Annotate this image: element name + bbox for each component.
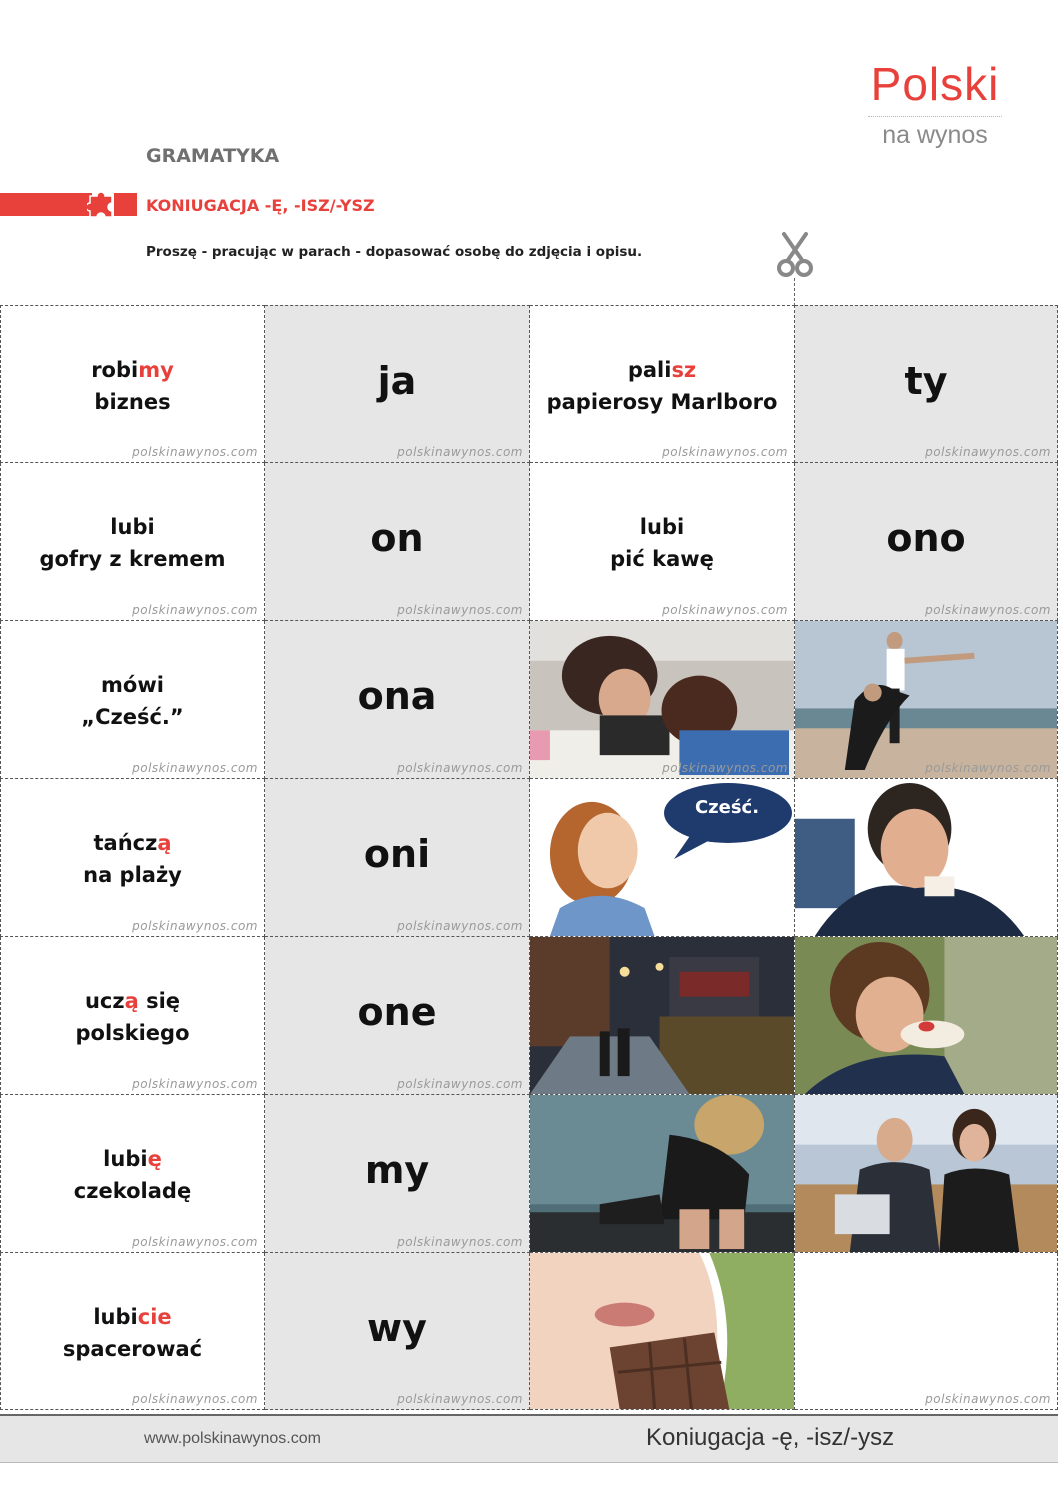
pronoun-card[interactable] (795, 463, 1058, 621)
description-card[interactable] (530, 305, 795, 463)
watermark: polskinawynos.com (662, 761, 788, 775)
card-text: lubi gofry z kremem (39, 515, 226, 571)
brand-logo (860, 58, 1010, 149)
photo-image (795, 779, 1057, 936)
scissors-icon (776, 230, 814, 278)
photo-image (530, 937, 794, 1094)
pronoun-text: on (370, 516, 424, 560)
card-text: mówi „Cześć.” (81, 673, 184, 729)
card-text: palisz papierosy Marlboro (546, 358, 778, 414)
watermark: polskinawynos.com (132, 445, 258, 459)
footer (0, 1414, 1058, 1463)
watermark: polskinawynos.com (132, 919, 258, 933)
pronoun-text: wy (367, 1306, 427, 1350)
card-text: lubi pić kawę (610, 515, 714, 571)
topic-title: KONIUGACJA -Ę, -ISZ/-YSZ (146, 196, 375, 215)
pronoun-card[interactable] (265, 937, 530, 1095)
photo-image (795, 1095, 1057, 1252)
pronoun-text: one (357, 990, 437, 1034)
woman-eating-chocolate-photo[interactable] (530, 1253, 795, 1410)
photo-image (530, 1095, 794, 1252)
watermark: polskinawynos.com (662, 445, 788, 459)
pronoun-card[interactable] (795, 305, 1058, 463)
watermark: polskinawynos.com (397, 919, 523, 933)
watermark: polskinawynos.com (132, 603, 258, 617)
pronoun-text: my (364, 1148, 430, 1192)
photo-image (530, 621, 794, 778)
pronoun-text: ona (357, 674, 437, 718)
footer-title: Koniugacja -ę, -isz/-ysz (646, 1424, 895, 1451)
logo-divider (868, 116, 1002, 117)
girl-saying-hello-photo[interactable] (530, 779, 795, 937)
description-card[interactable] (0, 1253, 265, 1410)
watermark: polskinawynos.com (132, 1392, 258, 1406)
pronoun-card[interactable] (265, 1095, 530, 1253)
cut-guide-line (794, 278, 795, 306)
accent-bar (0, 193, 92, 216)
description-card[interactable] (0, 305, 265, 463)
watermark: polskinawynos.com (397, 1235, 523, 1249)
photo-image (795, 937, 1057, 1094)
watermark: polskinawynos.com (397, 1392, 523, 1406)
students-studying-photo[interactable] (530, 621, 795, 779)
pronoun-card[interactable] (265, 305, 530, 463)
puzzle-icon (87, 190, 117, 218)
speech-bubble (662, 781, 792, 861)
description-card[interactable] (0, 1095, 265, 1253)
card-text: robimy biznes (91, 358, 174, 414)
woman-smoking-photo[interactable] (530, 1095, 795, 1253)
watermark: polskinawynos.com (925, 1392, 1051, 1406)
watermark: polskinawynos.com (132, 1235, 258, 1249)
description-card[interactable] (530, 463, 795, 621)
watermark: polskinawynos.com (925, 603, 1051, 617)
pronoun-card[interactable] (265, 1253, 530, 1410)
empty-card (795, 1253, 1058, 1410)
instruction-text: Proszę - pracując w parach - dopasować osobę do zdjęcia i opisu. (146, 244, 643, 260)
watermark: polskinawynos.com (925, 445, 1051, 459)
man-drinking-coffee-photo[interactable] (795, 779, 1058, 937)
accent-square (114, 193, 137, 216)
watermark: polskinawynos.com (132, 761, 258, 775)
section-title: GRAMATYKA (146, 145, 280, 167)
pronoun-card[interactable] (265, 621, 530, 779)
watermark: polskinawynos.com (662, 603, 788, 617)
pronoun-text: ja (377, 359, 417, 403)
photo-image (795, 621, 1057, 778)
watermark: polskinawynos.com (397, 445, 523, 459)
footer-url[interactable]: www.polskinawynos.com (144, 1430, 321, 1447)
watermark: polskinawynos.com (397, 603, 523, 617)
description-card[interactable] (0, 463, 265, 621)
card-grid (0, 305, 1058, 1410)
boy-eating-waffle-photo[interactable] (795, 937, 1058, 1095)
description-card[interactable] (0, 937, 265, 1095)
pronoun-text: oni (363, 832, 431, 876)
business-handshake-photo[interactable] (795, 1095, 1058, 1253)
watermark: polskinawynos.com (397, 1077, 523, 1091)
photo-image (530, 1253, 794, 1409)
pronoun-text: ono (886, 516, 966, 560)
logo-title: Polski (870, 58, 1000, 110)
watermark: polskinawynos.com (397, 761, 523, 775)
pronoun-card[interactable] (265, 779, 530, 937)
couple-dancing-beach-photo[interactable] (795, 621, 1058, 779)
pronoun-card[interactable] (265, 463, 530, 621)
card-text: lubię czekoladę (73, 1147, 192, 1203)
night-walk-photo[interactable] (530, 937, 795, 1095)
speech-bubble-text: Cześć. (694, 797, 760, 818)
description-card[interactable] (0, 779, 265, 937)
card-text: tańczą na plaży (83, 831, 182, 887)
watermark: polskinawynos.com (925, 761, 1051, 775)
card-text: uczą się polskiego (75, 989, 190, 1045)
pronoun-text: ty (904, 359, 948, 403)
card-text: lubicie spacerować (62, 1305, 203, 1361)
logo-subtitle: na wynos (882, 121, 988, 149)
watermark: polskinawynos.com (132, 1077, 258, 1091)
description-card[interactable] (0, 621, 265, 779)
